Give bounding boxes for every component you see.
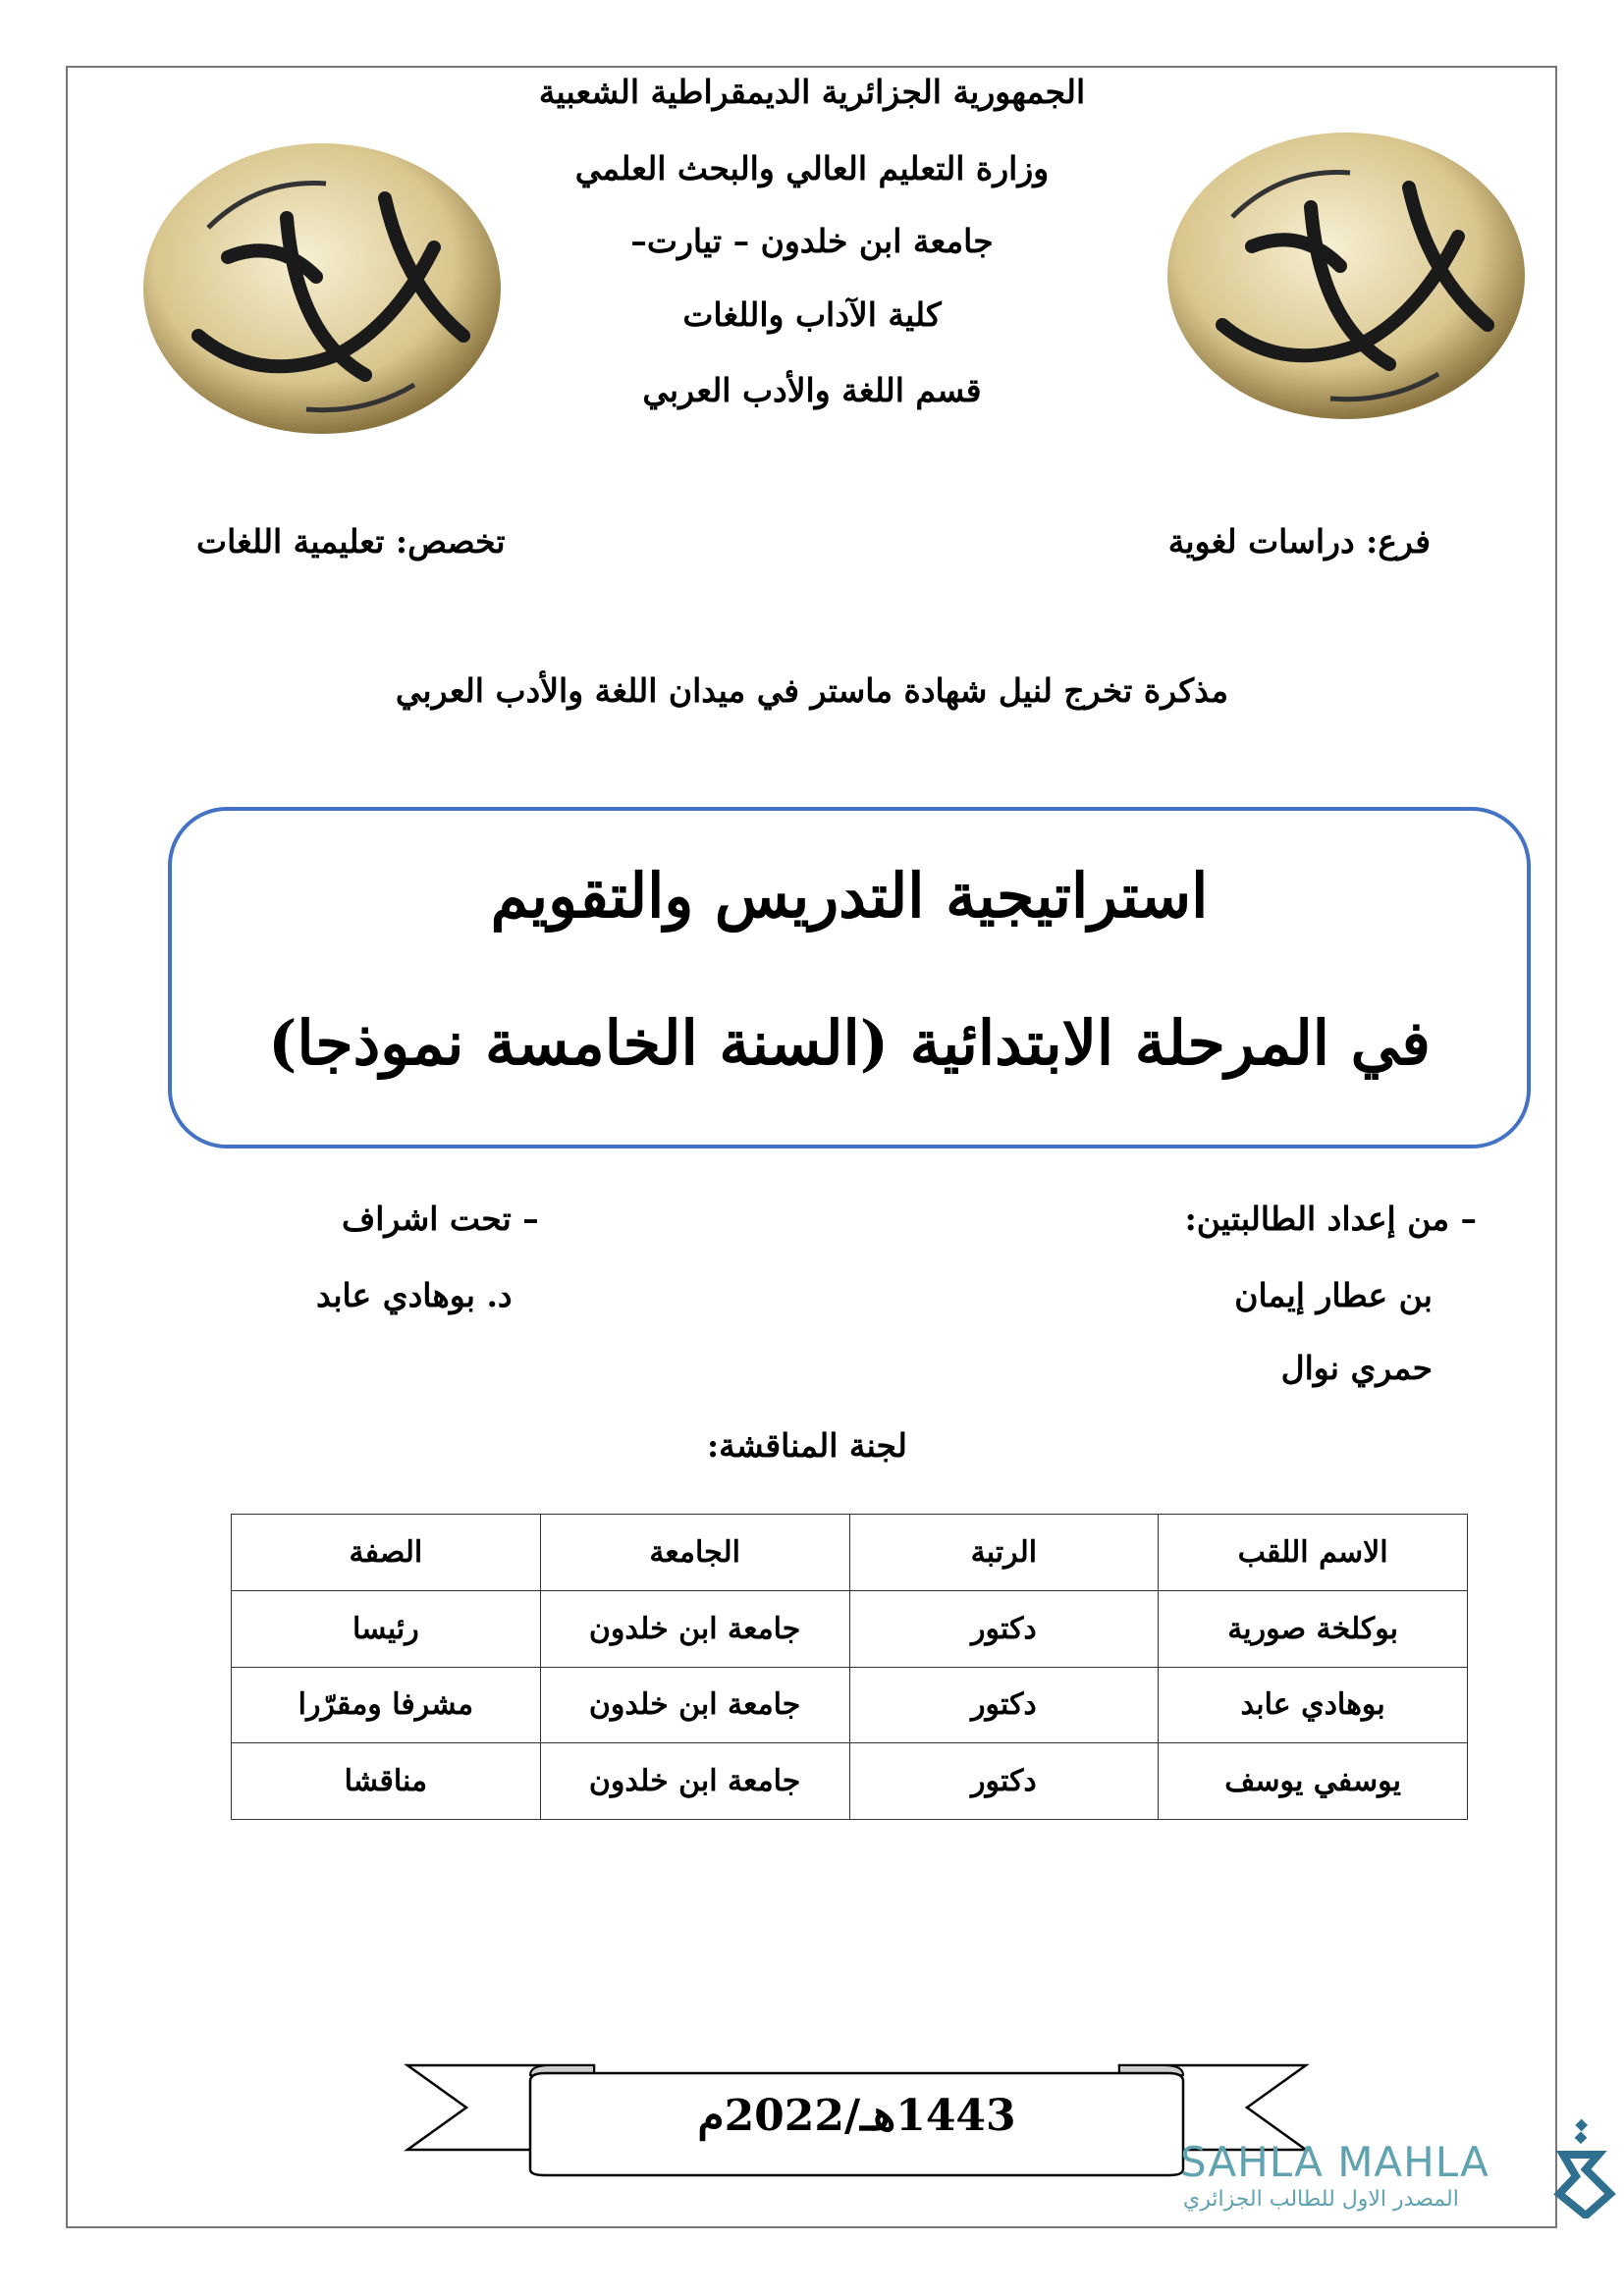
table-cell: دكتور — [849, 1743, 1159, 1820]
column-header: الجامعة — [540, 1515, 849, 1591]
branch: فرع: دراسات لغوية — [1167, 522, 1431, 561]
table-cell: دكتور — [849, 1590, 1159, 1667]
table-cell: بوهادي عابد — [1159, 1667, 1468, 1743]
table-row — [232, 1667, 1468, 1743]
watermark-tagline: المصدر الاول للطالب الجزائري — [1183, 2187, 1459, 2212]
university-name: جامعة ابن خلدون – تيارت– — [630, 222, 994, 260]
academic-year: 1443هـ/2022م — [697, 2091, 1016, 2141]
table-cell: مناقشا — [232, 1743, 541, 1820]
table-cell: جامعة ابن خلدون — [540, 1590, 849, 1667]
table-cell: مشرفا ومقرّرا — [232, 1667, 541, 1743]
title-box — [168, 807, 1531, 1148]
year-ribbon — [403, 2059, 1311, 2179]
student-name: حمري نوال — [1280, 1349, 1433, 1387]
country-name: الجمهورية الجزائرية الديمقراطية الشعبية — [538, 73, 1086, 111]
column-header: الاسم اللقب — [1159, 1515, 1468, 1591]
students-label: – من إعداد الطالبتين: — [1184, 1200, 1477, 1238]
student-name: بن عطار إيمان — [1234, 1276, 1433, 1314]
ministry-name: وزارة التعليم العالي والبحث العلمي — [574, 149, 1050, 187]
table-cell: بوكلخة صورية — [1159, 1590, 1468, 1667]
column-header: الرتبة — [849, 1515, 1159, 1591]
table-row — [232, 1590, 1468, 1667]
table-cell: رئيسا — [232, 1590, 541, 1667]
watermark-brand: SAHLA MAHLA — [1180, 2138, 1489, 2186]
faculty-name: كلية الآداب واللغات — [682, 295, 942, 334]
thesis-title-line1: استراتيجية التدريس والتقويم — [490, 860, 1209, 932]
department-name: قسم اللغة والأدب العربي — [642, 371, 982, 409]
sahla-mahla-logo-icon — [1551, 2115, 1620, 2218]
supervisor-label: – تحت اشراف — [342, 1200, 539, 1238]
thesis-note: مذكرة تخرج لنيل شهادة ماستر في ميدان اللغة والأدب العربي — [395, 671, 1229, 710]
table-header-row — [232, 1515, 1468, 1591]
thesis-title-line2: في المرحلة الابتدائية (السنة الخامسة نموذجا) — [268, 1007, 1431, 1079]
column-header: الصفة — [232, 1515, 541, 1591]
table-cell: جامعة ابن خلدون — [540, 1667, 849, 1743]
specialty: تخصص: تعليمية اللغات — [196, 522, 506, 561]
committee-table — [231, 1514, 1468, 1820]
table-row — [232, 1743, 1468, 1820]
table-cell: دكتور — [849, 1667, 1159, 1743]
table-cell: جامعة ابن خلدون — [540, 1743, 849, 1820]
committee-label: لجنة المناقشة: — [707, 1426, 907, 1465]
supervisor-name: د. بوهادي عابد — [316, 1276, 513, 1314]
table-cell: يوسفي يوسف — [1159, 1743, 1468, 1820]
